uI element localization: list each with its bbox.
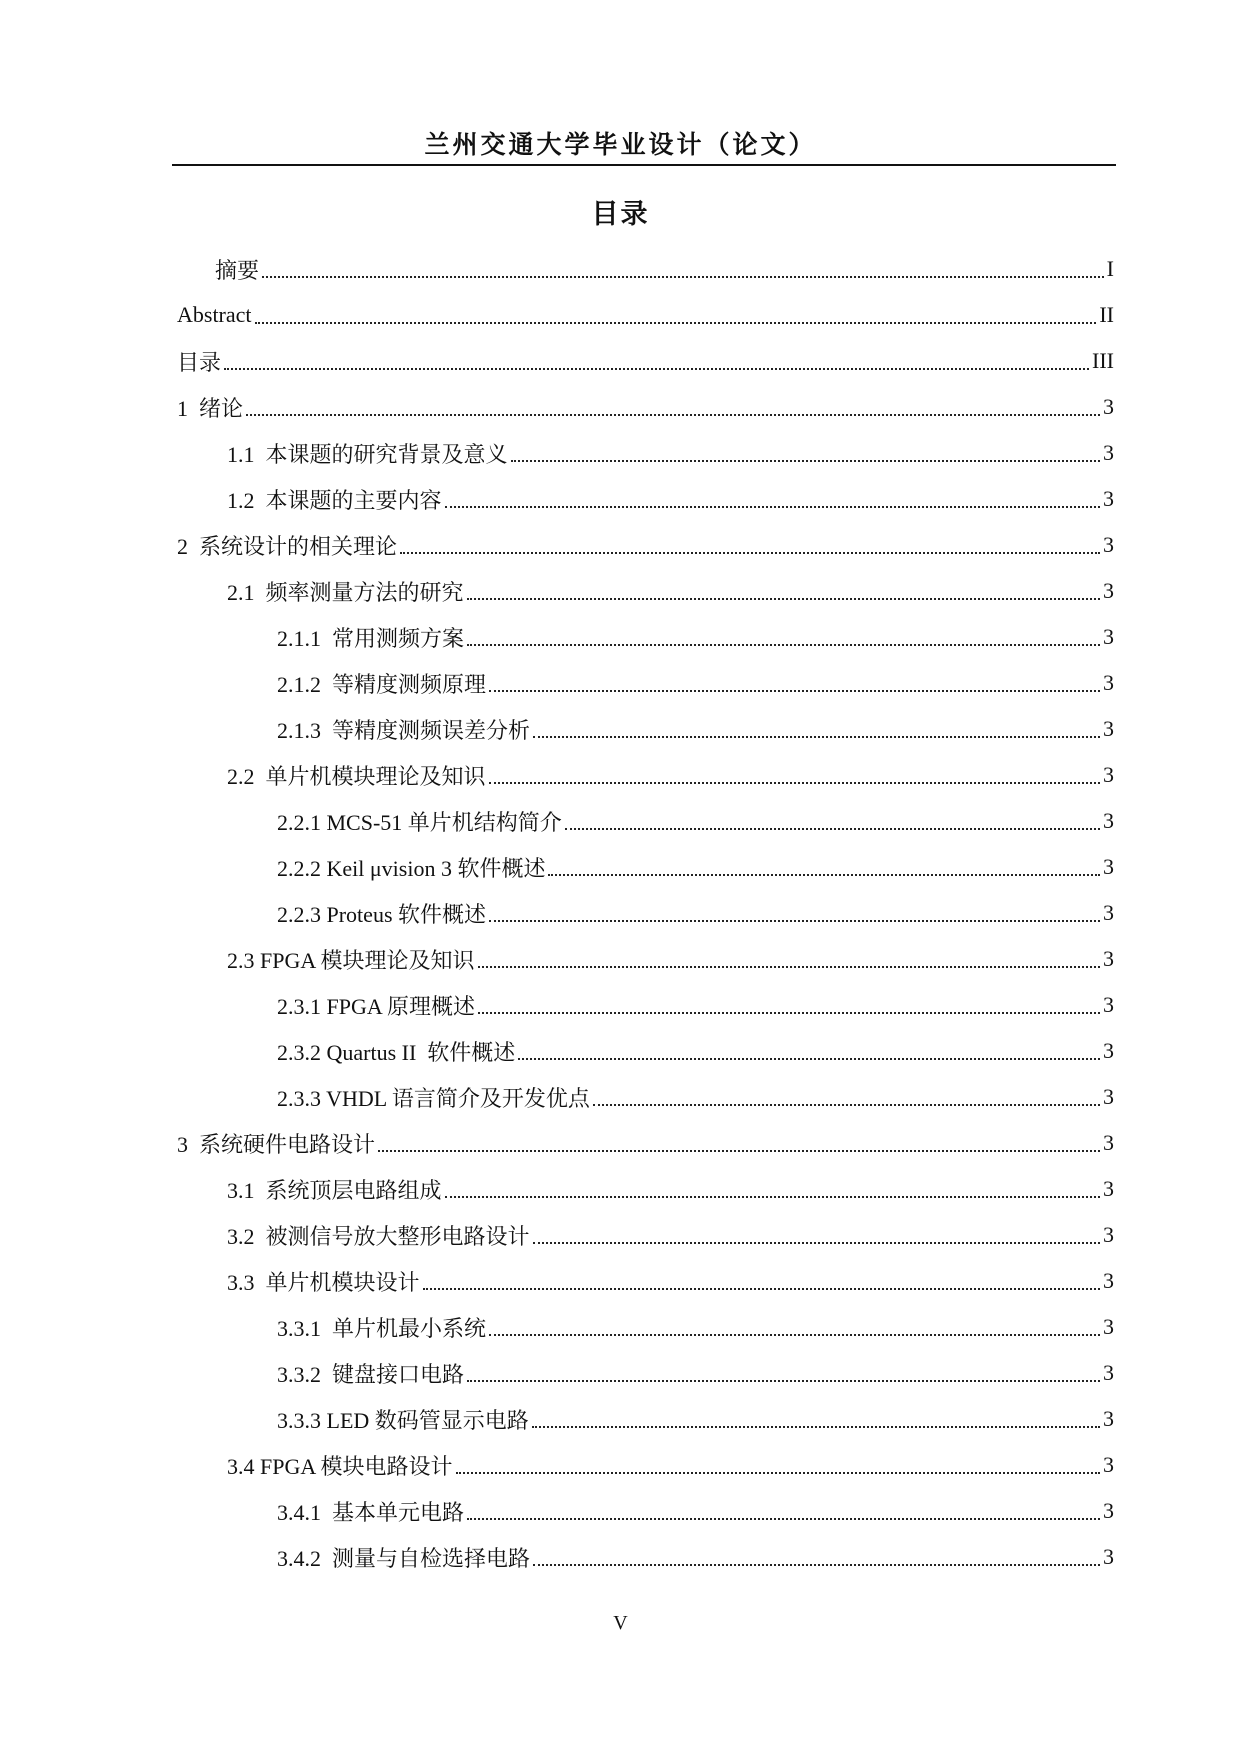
toc-entry-page-number: 3 — [1103, 394, 1114, 419]
toc-entry-label: 3.4 FPGA 模块电路设计 — [227, 1453, 453, 1479]
toc-entry[interactable] — [0, 1120, 1241, 1166]
toc-entry-page-number: 3 — [1103, 946, 1114, 971]
footer-page-number: V — [613, 1612, 628, 1634]
toc-entry[interactable] — [0, 1212, 1241, 1258]
toc-entry-page-number: 3 — [1103, 1268, 1114, 1293]
toc-entry-page-number: 3 — [1103, 1130, 1114, 1155]
table-of-contents — [0, 246, 1241, 1580]
dot-leader — [532, 1426, 1100, 1428]
toc-entry-label: 3.4.1 基本单元电路 — [277, 1499, 465, 1525]
dot-leader — [489, 690, 1100, 692]
dot-leader — [423, 1288, 1100, 1290]
toc-entry-label: 1.1 本课题的研究背景及意义 — [227, 441, 508, 467]
toc-entry-label: 3.2 被测信号放大整形电路设计 — [227, 1223, 530, 1249]
toc-entry[interactable] — [0, 338, 1241, 384]
dot-leader — [467, 1380, 1100, 1382]
toc-entry-label: 2.1.3 等精度测频误差分析 — [277, 717, 531, 743]
dot-leader — [467, 644, 1100, 646]
toc-entry-label: 摘要 — [215, 257, 260, 283]
dot-leader — [456, 1472, 1100, 1474]
toc-entry-label: 2.2.3 Proteus 软件概述 — [277, 901, 487, 927]
toc-entry[interactable] — [0, 1074, 1241, 1120]
toc-entry-page-number: 3 — [1103, 1222, 1114, 1247]
toc-entry[interactable] — [0, 476, 1241, 522]
dot-leader — [489, 920, 1100, 922]
toc-entry[interactable] — [0, 982, 1241, 1028]
toc-entry-label: 3.3.2 键盘接口电路 — [277, 1361, 465, 1387]
dot-leader — [400, 552, 1100, 554]
toc-title: 目录 — [591, 199, 650, 230]
toc-entry-page-number: 3 — [1103, 716, 1114, 741]
dot-leader — [593, 1104, 1100, 1106]
toc-entry[interactable] — [0, 522, 1241, 568]
toc-entry[interactable] — [0, 1258, 1241, 1304]
toc-entry[interactable] — [0, 430, 1241, 476]
toc-entry[interactable] — [0, 384, 1241, 430]
toc-entry[interactable] — [0, 246, 1241, 292]
toc-entry-page-number: 3 — [1103, 900, 1114, 925]
dot-leader — [262, 276, 1104, 278]
toc-entry-page-number: 3 — [1103, 808, 1114, 833]
toc-entry-page-number: 3 — [1103, 532, 1114, 557]
dot-leader — [445, 1196, 1100, 1198]
toc-entry[interactable] — [0, 292, 1241, 338]
dot-leader — [518, 1058, 1100, 1060]
toc-entry-label: 2.1.1 常用测频方案 — [277, 625, 465, 651]
toc-entry-page-number: 3 — [1103, 1452, 1114, 1477]
toc-entry-page-number: 3 — [1103, 624, 1114, 649]
toc-entry-page-number: 3 — [1103, 1498, 1114, 1523]
toc-entry[interactable] — [0, 1166, 1241, 1212]
dot-leader — [489, 782, 1100, 784]
toc-entry-label: 2.3 FPGA 模块理论及知识 — [227, 947, 475, 973]
toc-entry-page-number: 3 — [1103, 762, 1114, 787]
dot-leader — [533, 1564, 1100, 1566]
toc-entry-label: 2.3.2 Quartus II 软件概述 — [277, 1039, 516, 1065]
dot-leader — [478, 966, 1100, 968]
toc-entry-page-number: 3 — [1103, 486, 1114, 511]
toc-entry-page-number: 3 — [1103, 854, 1114, 879]
toc-entry-page-number: 3 — [1103, 1360, 1114, 1385]
toc-entry[interactable] — [0, 798, 1241, 844]
dot-leader — [478, 1012, 1100, 1014]
dot-leader — [511, 460, 1100, 462]
dot-leader — [378, 1150, 1100, 1152]
toc-entry-page-number: I — [1106, 256, 1114, 281]
toc-entry-page-number: 3 — [1103, 1038, 1114, 1063]
toc-entry-page-number: 3 — [1103, 1544, 1114, 1569]
toc-entry-label: 3 系统硬件电路设计 — [177, 1131, 376, 1157]
dot-leader — [255, 322, 1097, 324]
toc-entry[interactable] — [0, 1488, 1241, 1534]
toc-entry[interactable] — [0, 752, 1241, 798]
toc-entry-label: 2.2 单片机模块理论及知识 — [227, 763, 486, 789]
toc-entry-page-number: 3 — [1103, 440, 1114, 465]
dot-leader — [445, 506, 1100, 508]
toc-entry-label: Abstract — [177, 302, 252, 327]
toc-entry-page-number: 3 — [1103, 670, 1114, 695]
toc-entry[interactable] — [0, 890, 1241, 936]
toc-entry-page-number: 3 — [1103, 1176, 1114, 1201]
toc-entry[interactable] — [0, 614, 1241, 660]
dot-leader — [246, 414, 1100, 416]
toc-entry[interactable] — [0, 706, 1241, 752]
toc-entry-label: 目录 — [177, 349, 222, 375]
toc-entry-label: 2 系统设计的相关理论 — [177, 533, 398, 559]
toc-entry-label: 2.2.1 MCS-51 单片机结构简介 — [277, 809, 562, 835]
toc-entry-page-number: 3 — [1103, 992, 1114, 1017]
toc-entry[interactable] — [0, 660, 1241, 706]
toc-entry[interactable] — [0, 1396, 1241, 1442]
toc-entry-label: 3.1 系统顶层电路组成 — [227, 1177, 442, 1203]
toc-entry-label: 3.3 单片机模块设计 — [227, 1269, 420, 1295]
header-rule — [172, 164, 1116, 166]
toc-entry-page-number: 3 — [1103, 1314, 1114, 1339]
toc-entry[interactable] — [0, 1350, 1241, 1396]
toc-entry[interactable] — [0, 844, 1241, 890]
dot-leader — [533, 736, 1100, 738]
dot-leader — [533, 1242, 1100, 1244]
running-header-title: 兰州交通大学毕业设计（论文） — [424, 130, 817, 159]
dot-leader — [489, 1334, 1100, 1336]
toc-entry-page-number: III — [1092, 348, 1114, 373]
toc-entry[interactable] — [0, 936, 1241, 982]
toc-entry[interactable] — [0, 1304, 1241, 1350]
toc-entry-label: 2.1 频率测量方法的研究 — [227, 579, 464, 605]
toc-entry[interactable] — [0, 1534, 1241, 1580]
toc-entry-label: 1.2 本课题的主要内容 — [227, 487, 442, 513]
toc-entry-page-number: 3 — [1103, 1406, 1114, 1431]
toc-entry[interactable] — [0, 1442, 1241, 1488]
dot-leader — [467, 1518, 1100, 1520]
toc-entry-label: 2.1.2 等精度测频原理 — [277, 671, 487, 697]
toc-entry-page-number: 3 — [1103, 1084, 1114, 1109]
toc-entry-label: 2.3.1 FPGA 原理概述 — [277, 993, 476, 1019]
toc-entry-page-number: 3 — [1103, 578, 1114, 603]
toc-entry-label: 2.3.3 VHDL 语言简介及开发优点 — [277, 1085, 590, 1111]
toc-entry-label: 3.4.2 测量与自检选择电路 — [277, 1545, 531, 1571]
toc-entry-page-number: II — [1099, 302, 1114, 327]
toc-entry[interactable] — [0, 568, 1241, 614]
toc-entry-label: 3.3.3 LED 数码管显示电路 — [277, 1407, 529, 1433]
toc-entry-label: 2.2.2 Keil μvision 3 软件概述 — [277, 855, 546, 881]
dot-leader — [224, 368, 1089, 370]
toc-entry[interactable] — [0, 1028, 1241, 1074]
dot-leader — [548, 874, 1100, 876]
dot-leader — [467, 598, 1100, 600]
toc-entry-label: 1 绪论 — [177, 395, 244, 421]
toc-entry-label: 3.3.1 单片机最小系统 — [277, 1315, 487, 1341]
dot-leader — [565, 828, 1100, 830]
